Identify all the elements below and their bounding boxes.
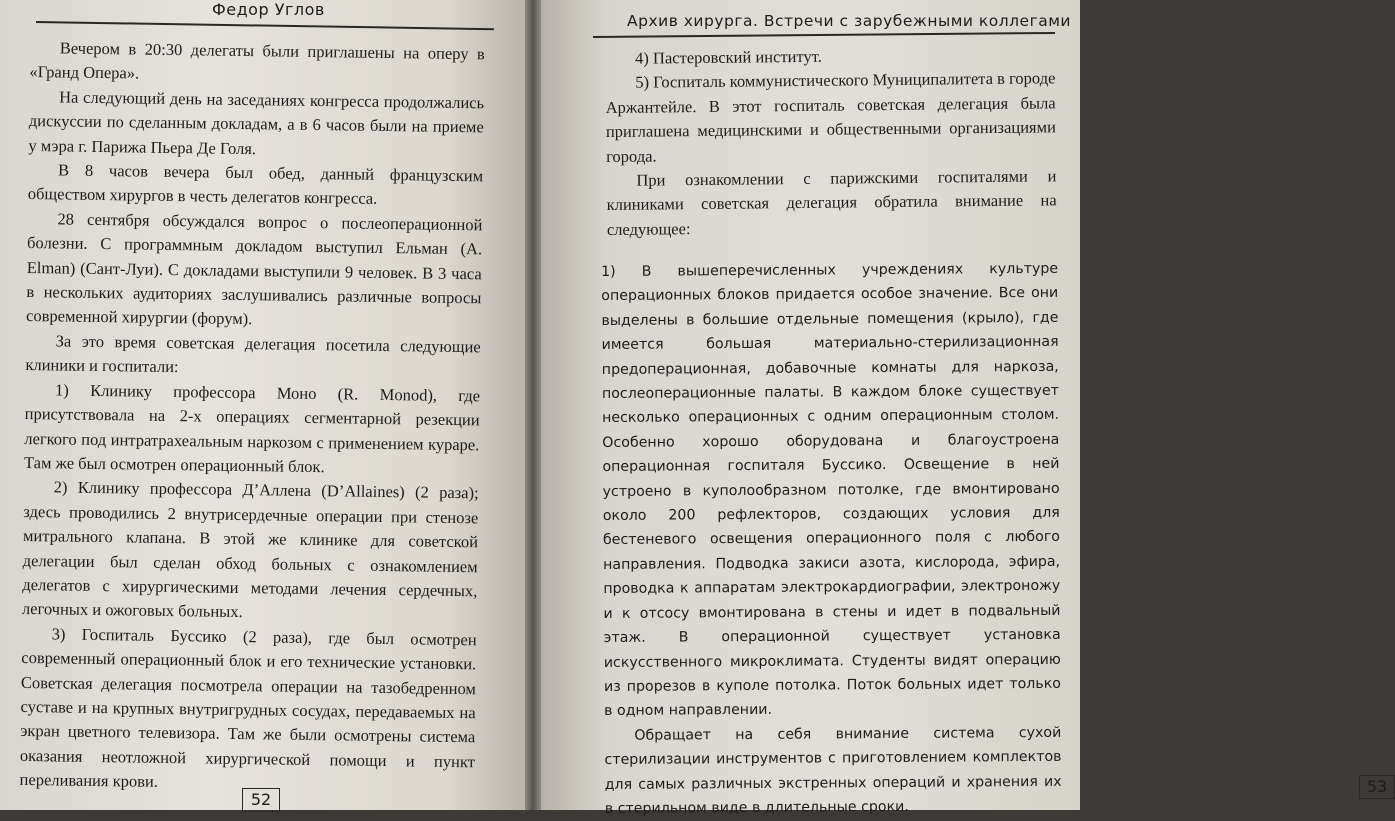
- left-page: [0, 0, 525, 810]
- left-body-text: [19, 36, 485, 799]
- left-paragraph: 28 сентября обсуждался вопрос о послеоперационной болезни. С программным докладом выступил Ельман (A. Elman) (Сант-Луи). С докладами выступили 9 человек. В 3 часа в нескольких аудиториях заслушивались различные вопросы современной хирургии (форум).: [25, 209, 483, 329]
- left-paragraph: Вечером в 20:30 делегаты были приглашены на оперу в «Гранд Опера».: [29, 38, 485, 83]
- right-header-rule: [593, 32, 1055, 38]
- left-paragraph: 1) Клинику профессора Моно (R. Monod), где присутствовала на 2-х операциях сегментарной резекции легкого под интратрахеальным наркозом с применением курарe. Там же был осмотрен операционный блок.: [23, 380, 481, 477]
- right-page: [541, 0, 1388, 817]
- right-body-text-sans: [601, 257, 1062, 821]
- left-paragraph: На следующий день на заседаниях конгресса продолжались дискуссии по сделанным докладам, а в 6 часов были на приеме у мэра г. Парижа Пьера Де Голя.: [28, 87, 485, 158]
- right-paragraph: 4) Пастеровский институт.: [635, 46, 822, 68]
- right-paragraph: 1) В вышеперечисленных учреждениях культуре операционных блоков придается особое значение. Все они выделены в большие отдельные помещения (крыло), где имеется большая материально-стерилизационная предоперационная, добавочные комнаты для наркоза, послеоперационные палаты. В каждом блоке существует несколько операционных с одним операционным столом. Особенно хорошо оборудована и благоустроена операционная госпиталя Буссико. Освещение в ней устроено в куполообразном потолке, где вмонтировано около 200 рефлекторов, создающих условия для бестеневого освещения операционного поля с любого направления. Подводка закиси азота, кислорода, эфира, проводка к аппаратам электрокардиографии, электроножу и к отсосу вмонтирована в стены и идет в подвальный этаж. В операционной существует установка искусственного микроклимата. Студенты видят операцию из прорезов в куполе потолка. Поток больных идет только в одном направлении.: [601, 260, 1062, 720]
- left-paragraph: За это время советская делегация посетила следующие клиники и госпитали:: [25, 331, 481, 377]
- right-paragraph: При ознакомлении с парижскими госпиталями и клиниками советская делегация обратила внимание на следующее:: [606, 166, 1057, 239]
- right-page-number: 53: [1359, 775, 1395, 799]
- left-paragraph: 2) Клинику профессора Д’Аллена (D’Allaines) (2 раза); здесь проводились 2 внутрисердечные операции при стенозе митрального клапана. В этой же клинике для советской делегации был сделан обход больных с ознакомлением делегатов с хирургическими методами лечения сердечных, легочных и ожоговых больных.: [21, 477, 479, 622]
- left-paragraph: 3) Госпиталь Буссико (2 раза), где был осмотрен современный операционный блок и его технические установки. Советская делегация посмотрела операции на тазобедренном суставе и на крупных внутригрудных сосудах, передаваемых на экран цветного телевизора. Там же были осмотрены система оказания неотложной хирургической помощи и пункт переливания крови.: [19, 624, 477, 792]
- right-running-header: Архив хирурга. Встречи с зарубежными коллегами: [627, 12, 1071, 30]
- right-paragraph: Обращает на себя внимание система сухой стерилизации инструментов с приготовлением комплектов для самых различных экстренных операций и хранения их в стерильном виде в длительные сроки.: [604, 724, 1062, 817]
- right-body-text-serif: [605, 42, 1057, 242]
- left-page-number: 52: [242, 788, 280, 812]
- book-gutter: [525, 0, 541, 810]
- left-header-rule: [36, 21, 494, 30]
- left-running-header: Федор Углов: [212, 0, 325, 19]
- left-paragraph: В 8 часов вечера был обед, данный французским обществом хирургов в честь делегатов конгресса.: [27, 160, 484, 209]
- right-paragraph: 5) Госпиталь коммунистического Муниципалитета в городе Аржантейле. В этот госпиталь советская делегация была приглашена медицинскими и общественными организациями города.: [605, 68, 1056, 166]
